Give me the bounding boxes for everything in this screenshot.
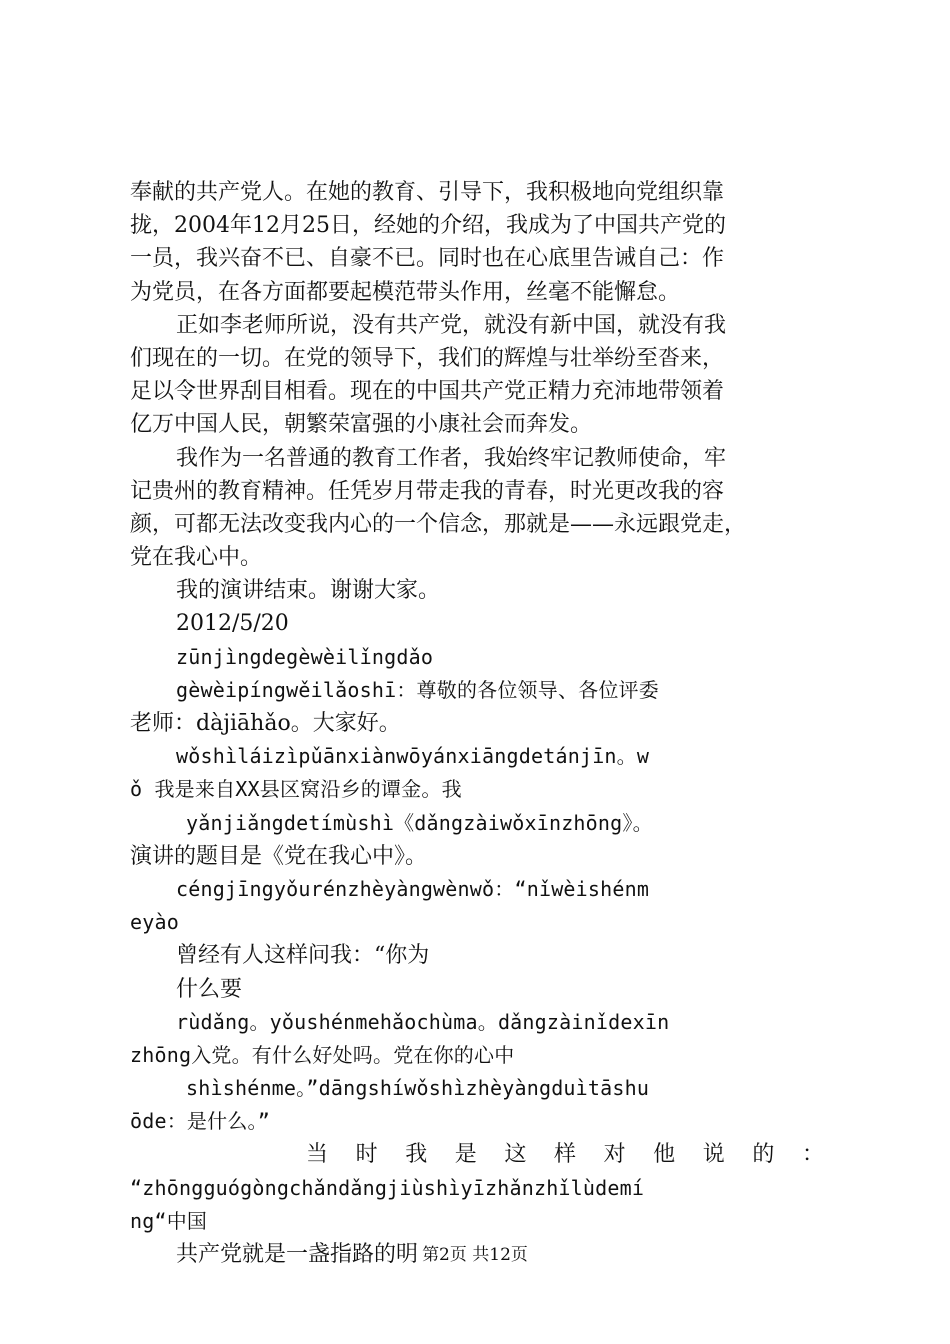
text-line: 我的演讲结束。谢谢大家。 [176, 578, 441, 604]
line-char: 他 [653, 1142, 676, 1168]
line-char: 样 [553, 1142, 576, 1168]
text-line: 们现在的一切。在党的领导下，我们的辉煌与壮举纷至沓来， [130, 345, 725, 371]
pinyin-line: rùdǎng。yǒushénmehǎochùma。dǎngzàinǐdexīn [176, 1009, 670, 1034]
pinyin-line: céngjīngyǒurénzhèyàngwènwǒ：“nǐwèishénm [176, 876, 650, 901]
line-char: 时 [355, 1142, 378, 1168]
pinyin-line: eyào [130, 910, 179, 935]
line-char: 对 [603, 1142, 626, 1168]
text-line: 一员，我兴奋不已、自豪不已。同时也在心底里告诫自己：作 [130, 246, 725, 272]
line-char: 我 [405, 1142, 428, 1168]
pinyin-line: gèwèipíngwěilǎoshī：尊敬的各位领导、各位评委 [176, 677, 659, 702]
line-char: ： [801, 1142, 824, 1168]
text-line: 拢，2004年12月25日，经她的介绍，我成为了中国共产党的 [130, 213, 726, 239]
text-line: 颜，可都无法改变我内心的一个信念，那就是——永远跟党走， [130, 511, 747, 537]
line-char: 是 [454, 1142, 477, 1168]
text-line: 党在我心中。 [130, 545, 263, 571]
text-line: 我作为一名普通的教育工作者，我始终牢记教师使命，牢 [176, 445, 727, 471]
document-body [130, 176, 830, 1271]
text-line: 奉献的共产党人。在她的教育、引导下，我积极地向党组织靠 [130, 180, 725, 205]
text-line: 曾经有人这样问我：“你为 [176, 943, 430, 969]
pinyin-line: ōde：是什么。” [130, 1109, 270, 1134]
line-char: 当 [306, 1142, 329, 1168]
pinyin-line: ǒ 我是来自XX县区窝沿乡的谭金。我 [130, 777, 462, 802]
text-line: 亿万中国人民，朝繁荣富强的小康社会而奔发。 [130, 412, 593, 438]
text-line: 共产党就是一盏指路的明 [176, 1242, 419, 1267]
text-line: 演讲的题目是《党在我心中》。 [130, 843, 428, 869]
pinyin-line: zūnjìngdegèwèilǐngdǎo [176, 644, 434, 669]
pinyin-line: shìshénme。”dāngshíwǒshìzhèyàngduìtāshu [186, 1076, 650, 1101]
text-line: 为党员，在各方面都要起模范带头作用，丝毫不能懈怠。 [130, 279, 681, 305]
pinyin-line: zhōng入党。有什么好处吗。党在你的心中 [130, 1042, 515, 1067]
date-line: 2012/5/20 [176, 611, 289, 637]
line-char: 这 [504, 1142, 527, 1168]
page-footer: 第2页 共12页 [422, 1245, 528, 1265]
text-line: 正如李老师所说，没有共产党，就没有新中国，就没有我 [176, 312, 727, 338]
text-line: 记贵州的教育精神。任凭岁月带走我的青春，时光更改我的容 [130, 478, 725, 504]
line-char: 说 [702, 1142, 725, 1168]
pinyin-line: “zhōngguógòngchǎndǎngjiùshìyīzhǎnzhǐlùdemí [130, 1175, 645, 1200]
pinyin-line: wǒshìláizìpǔānxiànwōyánxiāngdetánjīn。w [176, 744, 650, 769]
pinyin-line: yǎnjiǎngdetímùshì《dǎngzàiwǒxīnzhōng》。 [186, 810, 653, 835]
text-line: 什么要 [176, 976, 243, 1002]
justified-text-line [130, 1138, 830, 1171]
pinyin-line: ng“中国 [130, 1208, 208, 1233]
text-line: 老师：dàjiāhǎo。大家好。 [130, 711, 401, 736]
text-line: 足以令世界刮目相看。现在的中国共产党正精力充沛地带领着 [130, 379, 725, 405]
line-char: 的 [752, 1142, 775, 1168]
